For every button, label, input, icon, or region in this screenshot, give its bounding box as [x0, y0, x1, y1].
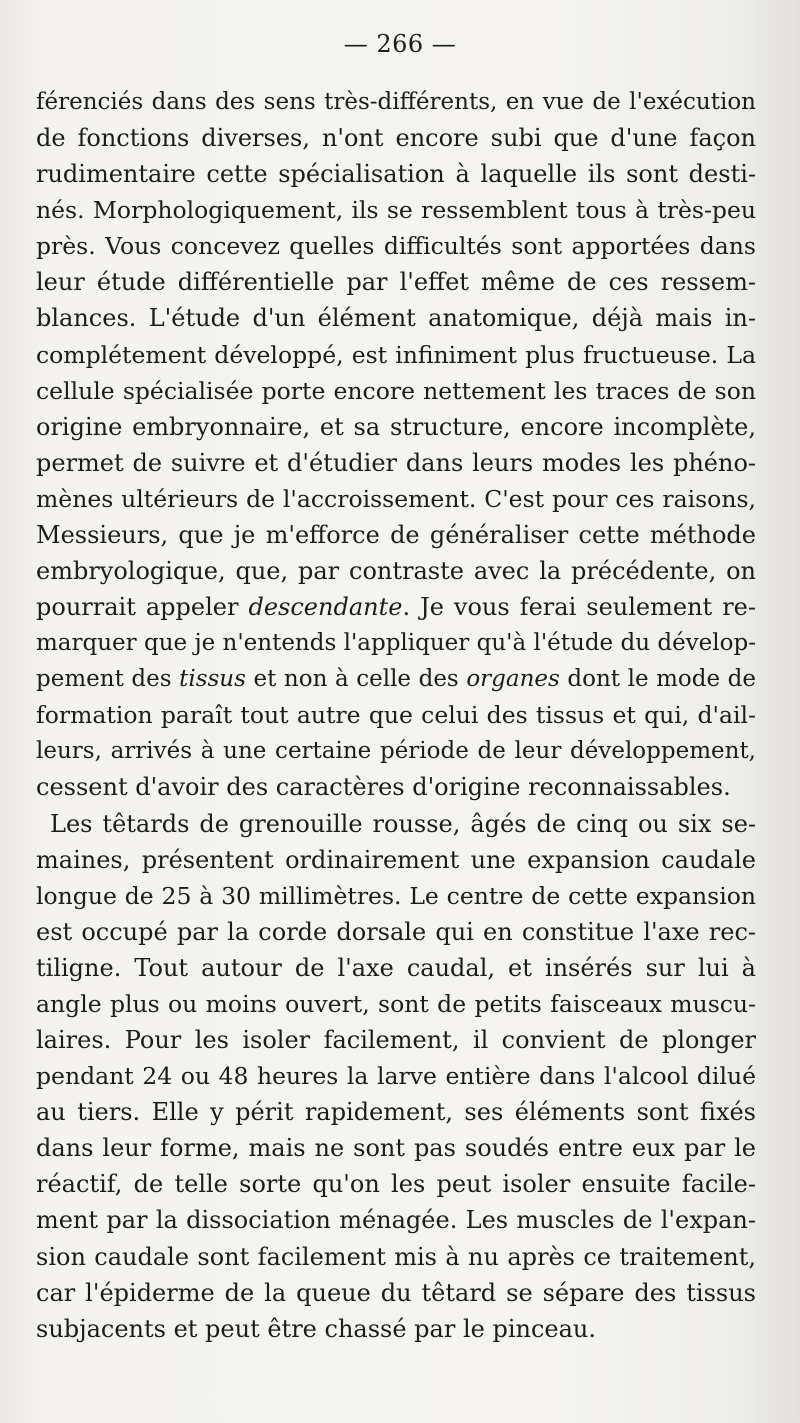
text-line: mènes ultérieurs de l'accroissement. C'est pour ces raisons, — [36, 484, 756, 513]
text-line: blances. L'étude d'un élément anatomique, déjà mais in- — [36, 304, 756, 333]
paragraph-end-line: cessent d'avoir des caractères d'origine reconnaissables. — [36, 773, 731, 802]
text-line: près. Vous concevez quelles difficultés sont apportées dans — [36, 232, 756, 261]
text-run: pement des — [36, 666, 180, 693]
text-line: tiligne. Tout autour de l'axe caudal, et insérés sur lui à — [36, 953, 756, 982]
text-line: de fonctions diverses, n'ont encore subi que d'une façon — [36, 124, 756, 153]
text-run: dont le mode de — [559, 666, 757, 693]
text-line: embryologique, que, par contraste avec la précédente, on — [36, 557, 756, 586]
text-line: rudimentaire cette spécialisation à laquelle ils sont desti- — [36, 160, 756, 189]
text-line: cellule spécialisée porte encore nettement les traces de son — [36, 376, 756, 405]
text-line: férenciés dans des sens très-différents, en vue de l'exécution — [36, 89, 756, 115]
text-line: origine embryonnaire, et sa structure, encore incomplète, — [36, 412, 756, 441]
text-line: au tiers. Elle y périt rapidement, ses éléments sont fixés — [36, 1098, 756, 1127]
text-line: pendant 24 ou 48 heures la larve entière dans l'alcool dilué — [36, 1062, 756, 1091]
text-line: permet de suivre et d'étudier dans leurs modes les phéno- — [36, 448, 756, 477]
text-line: formation paraît tout autre que celui des tissus et qui, d'ail- — [36, 701, 756, 730]
text-line: sion caudale sont facilement mis à nu après ce traitement, — [36, 1242, 756, 1271]
text-line: est occupé par la corde dorsale qui en constitue l'axe rec- — [36, 917, 756, 946]
italic-term: descendante — [248, 593, 403, 622]
text-line: leur étude différentielle par l'effet même de ces ressem- — [36, 268, 756, 297]
text-line: Messieurs, que je m'efforce de généraliser cette méthode — [36, 520, 756, 549]
text-run: . Je vous ferai seulement re- — [402, 593, 756, 622]
paragraph-start-line: Les têtards de grenouille rousse, âgés de cinq ou six se- — [50, 809, 756, 838]
text-line: dans leur forme, mais ne sont pas soudés entre eux par le — [36, 1134, 756, 1163]
text-line-italic — [36, 661, 756, 697]
text-line: car l'épiderme de la queue du têtard se sépare des tissus — [36, 1278, 756, 1307]
paragraph-end-line: subjacents et peut être chassé par le pinceau. — [36, 1314, 596, 1343]
text-line: angle plus ou moins ouvert, sont de petits faisceaux muscu- — [36, 989, 756, 1018]
italic-term: tissus — [179, 666, 246, 693]
italic-term: organes — [466, 666, 560, 693]
text-line: complétement développé, est infiniment plus fructueuse. La — [36, 340, 756, 369]
text-run: pourrait appeler — [36, 593, 249, 622]
text-line: longue de 25 à 30 millimètres. Le centre de cette expansion — [36, 881, 756, 910]
text-line: ment par la dissociation ménagée. Les muscles de l'expan- — [36, 1206, 756, 1235]
text-line-italic — [36, 589, 756, 625]
text-line: nés. Morphologiquement, ils se ressemblent tous à très-peu — [36, 196, 756, 225]
text-line: maines, présentent ordinairement une expansion caudale — [36, 845, 756, 874]
page-number: — 266 — — [343, 30, 457, 58]
text-line: laires. Pour les isoler facilement, il convient de plonger — [36, 1026, 756, 1055]
text-line: réactif, de telle sorte qu'on les peut isoler ensuite facile- — [36, 1170, 756, 1199]
text-run: et non à celle des — [245, 666, 467, 693]
text-line: marquer que je n'entends l'appliquer qu'à l'étude du dévelop- — [36, 630, 756, 657]
text-line: leurs, arrivés à une certaine période de leur développement, — [36, 738, 756, 765]
body-text — [36, 84, 756, 1347]
